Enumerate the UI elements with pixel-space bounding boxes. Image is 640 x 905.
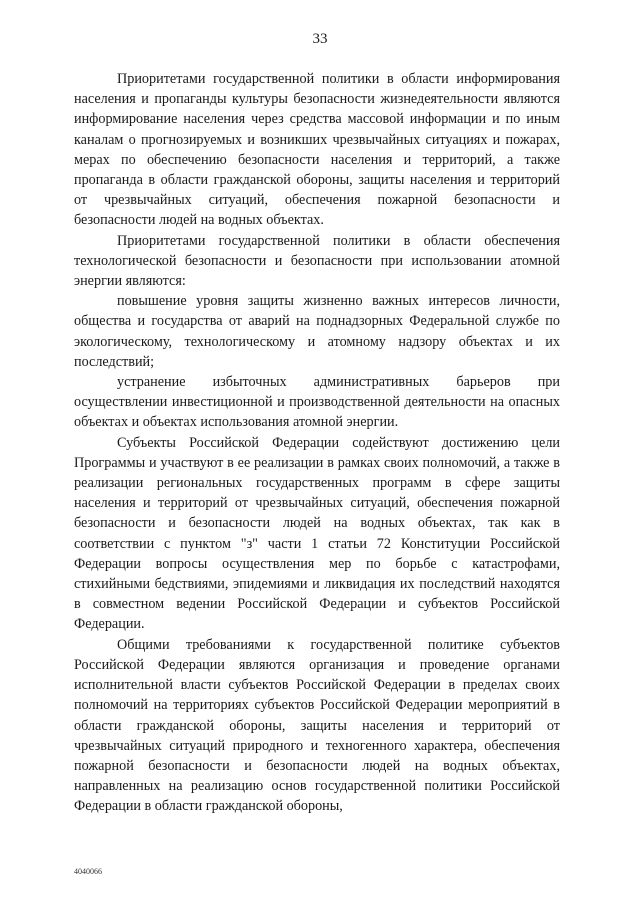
page-number: 33 [312,31,328,47]
document-code: 4040066 [74,867,102,876]
paragraph-information-priorities: Приоритетами государственной политики в области информирования населения и пропаганды культуры безопасности жизнедеятельности являются информирование населения через средства массовой информации и по иным каналам о прогнозируемых и возникших чрезвычайных ситуациях и пожарах, мерах по обеспечению безопасности населения и территорий, а также пропаганда в области гражданской обороны, защиты населения и территорий от чрезвычайных ситуаций, обеспечения пожарной безопасности и безопасности людей на водных объектах. [74,71,560,229]
paragraph-federation-subjects: Субъекты Российской Федерации содействуют достижению цели Программы и участвуют в ее реализации в рамках своих полномочий, а также в реализации региональных государственных программ в сфере защиты населения и территорий от чрезвычайных ситуаций, обеспечения пожарной безопасности и безопасности людей на водных объектах, так как в соответствии с пунктом "з" части 1 статьи 72 Конституции Российской Федерации вопросы осуществления мер по борьбе с катастрофами, стихийными бедствиями, эпидемиями и ликвидация их последствий находятся в совместном ведении Российской Федерации и субъектов Российской Федерации. [74,434,560,633]
paragraph-general-requirements: Общими требованиями к государственной политике субъектов Российской Федерации являются организация и проведение органами исполнительной власти субъектов Российской Федерации в пределах своих полномочий на территориях субъектов Российской Федерации мероприятий в области гражданской обороны, защиты населения и территорий от чрезвычайных ситуаций природного и техногенного характера, обеспечения пожарной безопасности и безопасности людей на водных объектах, направленных на реализацию основ государственной политики Российской Федерации в области гражданской обороны, [74,636,560,815]
paragraph-protection-level-increase: повышение уровня защиты жизненно важных интересов личности, общества и государства от аварий на поднадзорных Федеральной службе по экологическому, технологическому и атомному надзору объектах и их последствий; [74,293,560,370]
paragraph-technological-safety-priorities: Приоритетами государственной политики в области обеспечения технологической безопасности и безопасности при использовании атомной энергии являются: [74,232,560,290]
paragraph-administrative-barriers: устранение избыточных административных барьеров при осуществлении инвестиционной и производственной деятельности на опасных объектах и объектах использования атомной энергии. [74,374,560,431]
document-body [74,69,560,817]
